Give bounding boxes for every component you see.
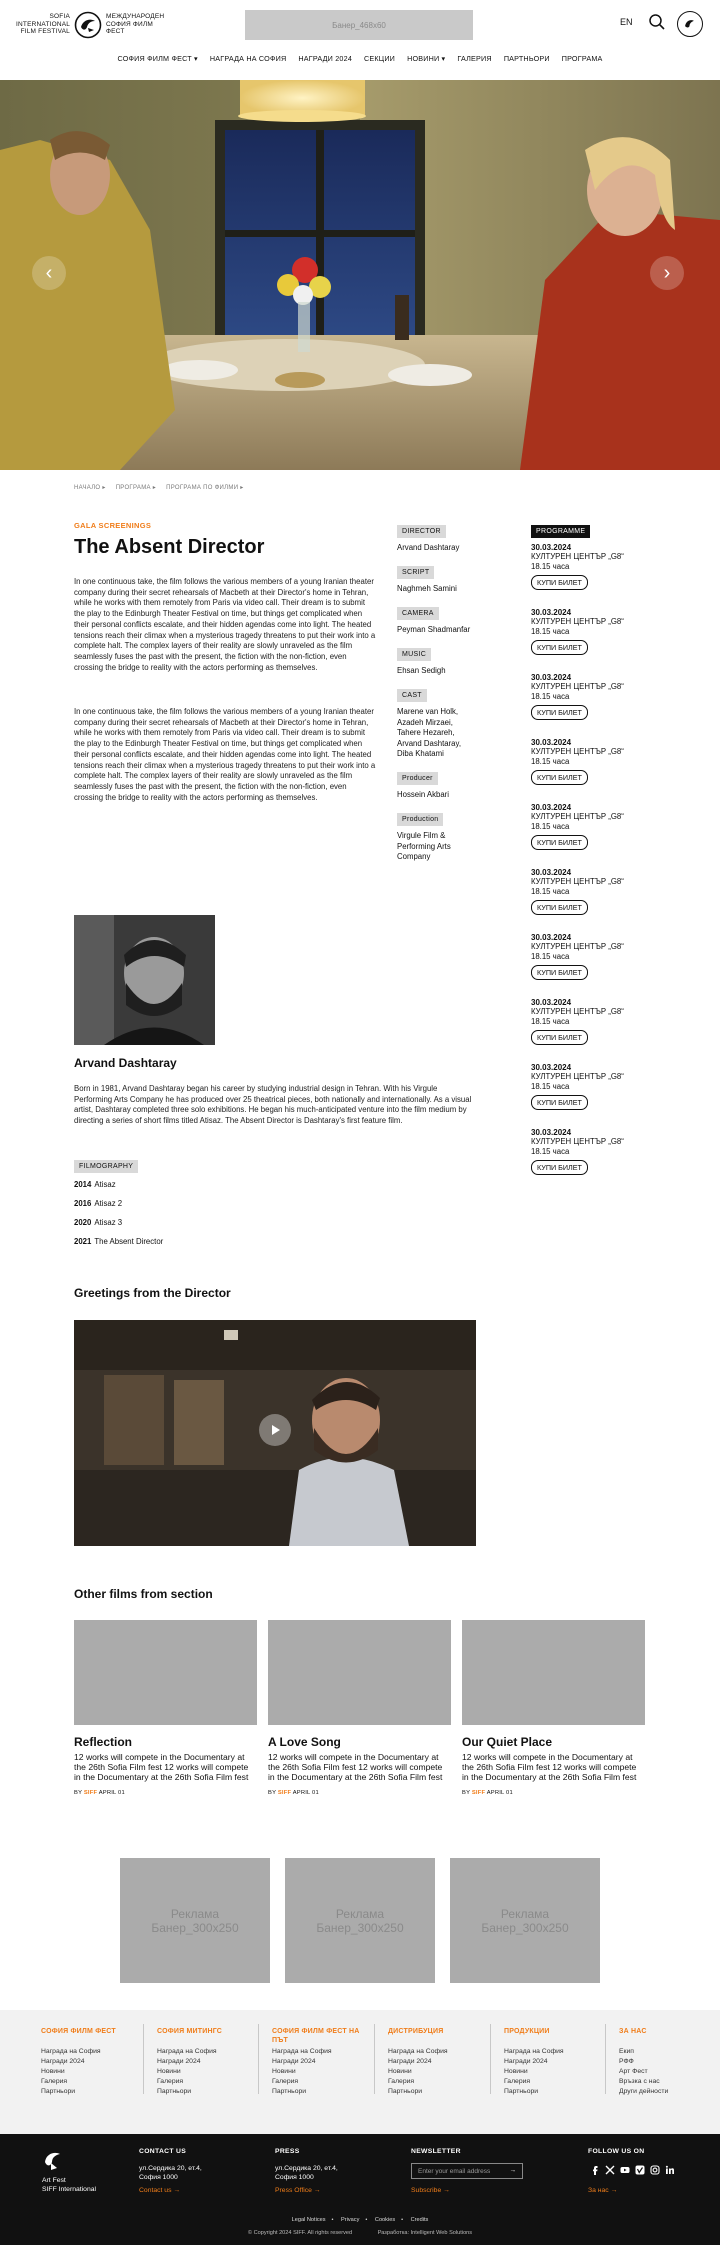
footer-links bbox=[0, 2010, 720, 2134]
film-card-title[interactable]: Our Quiet Place bbox=[462, 1735, 553, 1749]
film-card[interactable] bbox=[268, 1620, 451, 1796]
footer-column bbox=[150, 2027, 250, 2097]
footer-link[interactable]: Галерия bbox=[41, 2078, 68, 2085]
film-card-meta bbox=[268, 1790, 451, 1796]
footer-link[interactable]: Партньори bbox=[504, 2088, 539, 2095]
subscribe-link[interactable]: Subscribe → bbox=[411, 2187, 450, 2194]
screening-item bbox=[531, 738, 641, 803]
film-year: 2014 bbox=[74, 1180, 92, 1189]
meta-by: BY bbox=[268, 1790, 277, 1796]
credit-value: Arvand Dashtaray bbox=[397, 543, 460, 552]
ad-size: Банер_300x250 bbox=[151, 1920, 239, 1935]
credit-value: Naghmeh Samini bbox=[397, 584, 457, 593]
footer-link[interactable]: Галерия bbox=[388, 2078, 415, 2085]
credit-label: SCRIPT bbox=[397, 566, 434, 579]
screening-date: 30.03.2024 bbox=[531, 608, 572, 617]
footer-link[interactable]: Награди 2024 bbox=[41, 2058, 85, 2065]
greetings-video[interactable] bbox=[74, 1320, 476, 1546]
film-card-image[interactable] bbox=[462, 1620, 645, 1725]
screening-venue: КУЛТУРЕН ЦЕНТЪР „G8“ bbox=[531, 1072, 624, 1081]
screening-time: 18.15 часа bbox=[531, 952, 570, 961]
film-year: 2021 bbox=[74, 1237, 92, 1246]
screening-date: 30.03.2024 bbox=[531, 933, 572, 942]
list-item bbox=[74, 1180, 163, 1199]
screening-date: 30.03.2024 bbox=[531, 1063, 572, 1072]
film-title: Atisaz 2 bbox=[94, 1199, 123, 1208]
vimeo-icon[interactable] bbox=[635, 2165, 645, 2175]
breadcrumb-home[interactable]: НАЧАЛО ▸ bbox=[74, 485, 106, 491]
director-bio: Born in 1981, Arvand Dashtaray began his career by studying industrial design in Tehran. With his Virgule Performing Arts Company he has produced over 25 theatrical pieces, both nationally and internationally. As a visual artist, Dashtaray completed three solo exhibitions. He began his much-anticipated venture into the film medium by directing a series of short films titled Atisaz. The Absent Director is Dashtaray's first feature film. bbox=[74, 1084, 472, 1126]
newsletter-email-input[interactable] bbox=[411, 2163, 523, 2179]
ad-size: Банер_300x250 bbox=[481, 1920, 569, 1935]
buy-ticket-button[interactable]: КУПИ БИЛЕТ bbox=[531, 835, 588, 850]
press-heading: PRESS bbox=[275, 2148, 300, 2155]
address-line: София 1000 bbox=[275, 2174, 314, 2181]
screening-item bbox=[531, 803, 641, 868]
filmography-label: FILMOGRAPHY bbox=[74, 1160, 138, 1173]
ad-banner[interactable] bbox=[450, 1858, 600, 1983]
screening-time: 18.15 часа bbox=[531, 562, 570, 571]
linkedin-icon[interactable] bbox=[665, 2165, 675, 2175]
breadcrumb-programme-by-films[interactable]: ПРОГРАМА ПО ФИЛМИ ▸ bbox=[166, 485, 244, 491]
contact-heading: CONTACT US bbox=[139, 2148, 187, 2155]
footer-brand-line: SIFF International bbox=[42, 2186, 97, 2193]
screening-venue: КУЛТУРЕН ЦЕНТЪР „G8“ bbox=[531, 877, 624, 886]
nav-item-programme[interactable]: ПРОГРАМА bbox=[561, 54, 603, 63]
buy-ticket-button[interactable]: КУПИ БИЛЕТ bbox=[531, 705, 588, 720]
film-year: 2016 bbox=[74, 1199, 92, 1208]
footer-column-title[interactable]: ДИСТРИБУЦИЯ bbox=[388, 2028, 444, 2035]
film-section-label[interactable]: GALA SCREENINGS bbox=[74, 521, 152, 530]
film-card-title[interactable]: Reflection bbox=[74, 1735, 133, 1749]
chevron-right-icon: › bbox=[663, 261, 671, 284]
contact-address bbox=[139, 2164, 202, 2182]
hero-film-still bbox=[0, 80, 720, 470]
footer-brand-line: Art Fest bbox=[42, 2177, 66, 2184]
credit-value: Virgule Film & Performing Arts Company bbox=[397, 831, 451, 861]
footer-link[interactable]: Новини bbox=[272, 2068, 296, 2075]
address-line: ул.Сердика 20, ет.4, bbox=[275, 2165, 338, 2172]
logo-line: ФЕСТ bbox=[106, 28, 125, 35]
site-header bbox=[0, 0, 720, 50]
ad-label: Реклама bbox=[335, 1906, 385, 1921]
cookies-link[interactable]: Cookies bbox=[374, 2217, 396, 2223]
list-item bbox=[74, 1199, 163, 1218]
screening-venue: КУЛТУРЕН ЦЕНТЪР „G8“ bbox=[531, 552, 624, 561]
footer-link[interactable]: Галерия bbox=[157, 2078, 184, 2085]
meta-source[interactable]: SIFF bbox=[277, 1790, 292, 1796]
screening-venue: КУЛТУРЕН ЦЕНТЪР „G8“ bbox=[531, 1007, 624, 1016]
newsletter-heading: NEWSLETTER bbox=[411, 2148, 461, 2155]
buy-ticket-button[interactable]: КУПИ БИЛЕТ bbox=[531, 770, 588, 785]
screening-time: 18.15 часа bbox=[531, 757, 570, 766]
footer-link[interactable]: Галерия bbox=[504, 2078, 531, 2085]
footer-link[interactable]: Партньори bbox=[272, 2088, 307, 2095]
press-office-link[interactable]: Press Office → bbox=[275, 2187, 321, 2194]
footer-column-title[interactable]: СОФИЯ ФИЛМ ФЕСТ НА ПЪТ bbox=[272, 2028, 360, 2044]
film-card-title[interactable]: A Love Song bbox=[268, 1735, 341, 1749]
buy-ticket-button[interactable]: КУПИ БИЛЕТ bbox=[531, 965, 588, 980]
meta-by: BY bbox=[462, 1790, 471, 1796]
footer-column bbox=[497, 2027, 597, 2097]
credit-value: Hossein Akbari bbox=[397, 790, 450, 799]
language-switch[interactable]: EN bbox=[620, 17, 633, 27]
search-icon[interactable] bbox=[648, 13, 666, 31]
ad-banner[interactable] bbox=[120, 1858, 270, 1983]
film-card-description: 12 works will compete in the Documentary at the 26th Sofia Film fest 12 works will compete in the Documentary at the 26th Sofia Film fest bbox=[462, 1752, 637, 1782]
buy-ticket-button[interactable]: КУПИ БИЛЕТ bbox=[531, 1160, 588, 1175]
footer-column bbox=[381, 2027, 481, 2097]
main-nav bbox=[0, 54, 720, 68]
nav-item-awards-2024[interactable]: НАГРАДИ 2024 bbox=[298, 54, 353, 63]
meta-date: APRIL 01 bbox=[292, 1790, 319, 1796]
credit-label: Production bbox=[397, 813, 443, 826]
developer-credit[interactable]: Разработка: Intelligent Web Solutions bbox=[377, 2230, 473, 2236]
nav-item-news[interactable]: НОВИНИ ▾ bbox=[407, 54, 446, 63]
film-card-image[interactable] bbox=[74, 1620, 257, 1725]
footer-column-title[interactable]: ПРОДУКЦИИ bbox=[504, 2028, 550, 2035]
screening-item bbox=[531, 1063, 641, 1128]
meta-date: APRIL 01 bbox=[486, 1790, 513, 1796]
director-photo bbox=[74, 915, 215, 1045]
screening-date: 30.03.2024 bbox=[531, 1128, 572, 1137]
copyright-text: © Copyright 2024 SIFF. All rights reserved bbox=[247, 2230, 353, 2236]
hero-next-button[interactable] bbox=[650, 256, 684, 290]
ad-size: Банер_300x250 bbox=[316, 1920, 404, 1935]
footer-link[interactable]: Екип bbox=[619, 2048, 634, 2055]
footer-link[interactable]: Партньори bbox=[157, 2088, 192, 2095]
footer-link[interactable]: Партньори bbox=[41, 2088, 76, 2095]
footer-column bbox=[265, 2027, 365, 2097]
follow-heading: FOLLOW US ON bbox=[588, 2148, 645, 2155]
film-card-description: 12 works will compete in the Documentary at the 26th Sofia Film fest 12 works will compete in the Documentary at the 26th Sofia Film fest bbox=[268, 1752, 443, 1782]
meta-date: APRIL 01 bbox=[98, 1790, 125, 1796]
footer-link[interactable]: Новини bbox=[388, 2068, 412, 2075]
footer-divider bbox=[258, 2024, 259, 2094]
screening-time: 18.15 часа bbox=[531, 627, 570, 636]
film-synopsis: In one continuous take, the film follows the various members of a young Iranian theater company during their secret rehearsals of Macbeth at their Director's home in Tehran, while he works with them remotely from Paris via video call. Their dream is to submit the play to the Edinburgh Theater Festival on time, but things get complicated when their personal conflicts escalate, and their hidden agendas come into light. The heated tensions reach their climax when a mysterious tragedy threatens to put their work into a complete halt. The complex layers of their reality are slowly unraveled as the film seamlessly fuses the past with the present, the fiction with the non-fiction, even crossing the bridge to reality with the actors performing as themselves. bbox=[74, 707, 376, 802]
footer-link[interactable]: Арт Фест bbox=[619, 2068, 648, 2075]
festival-badge-icon[interactable] bbox=[677, 11, 703, 37]
screening-item bbox=[531, 608, 641, 673]
festival-logo-icon[interactable] bbox=[74, 11, 102, 39]
film-synopsis: In one continuous take, the film follows the various members of a young Iranian theater company during their secret rehearsals of Macbeth at their Director's home in Tehran, while he works with them remotely from Paris via video call. Their dream is to submit the play to the Edinburgh Theater Festival on time, but things get complicated when their personal conflicts escalate, and their hidden agendas come into light. The heated tensions reach their climax when a mysterious tragedy threatens to put their work into a complete halt. The complex layers of their reality are slowly unraveled as the film seamlessly fuses the past with the present, the fiction with the non-fiction, even crossing the bridge to reality with the actors performing as themselves. bbox=[74, 577, 376, 672]
chevron-left-icon: ‹ bbox=[45, 261, 53, 284]
credit-label: MUSIC bbox=[397, 648, 431, 661]
credit-label: CAMERA bbox=[397, 607, 439, 620]
screening-time: 18.15 часа bbox=[531, 1082, 570, 1091]
footer-column-title[interactable]: СОФИЯ МИТИНГС bbox=[157, 2028, 223, 2035]
film-title: Atisaz bbox=[94, 1180, 116, 1189]
youtube-icon[interactable] bbox=[620, 2165, 630, 2175]
footer-divider bbox=[143, 2024, 144, 2094]
footer-link[interactable]: Награди 2024 bbox=[157, 2058, 201, 2065]
film-card[interactable] bbox=[462, 1620, 645, 1796]
buy-ticket-button[interactable]: КУПИ БИЛЕТ bbox=[531, 900, 588, 915]
nav-item-partners[interactable]: ПАРТНЬОРИ bbox=[503, 54, 550, 63]
director-name: Arvand Dashtaray bbox=[74, 1056, 177, 1070]
footer-column bbox=[34, 2027, 134, 2097]
screening-venue: КУЛТУРЕН ЦЕНТЪР „G8“ bbox=[531, 617, 624, 626]
footer-link[interactable]: Награда на София bbox=[41, 2048, 101, 2055]
legal-links: Legal Notices • Privacy • Cookies • Credits bbox=[291, 2217, 429, 2223]
facebook-icon[interactable] bbox=[590, 2165, 600, 2175]
film-card[interactable] bbox=[74, 1620, 257, 1796]
programme-list bbox=[531, 520, 641, 1193]
footer-link[interactable]: Новини bbox=[504, 2068, 528, 2075]
screening-time: 18.15 часа bbox=[531, 1147, 570, 1156]
press-address bbox=[275, 2164, 338, 2182]
footer-column bbox=[612, 2027, 712, 2097]
screening-item bbox=[531, 868, 641, 933]
footer-link[interactable]: Галерия bbox=[272, 2078, 299, 2085]
footer-column-title[interactable]: СОФИЯ ФИЛМ ФЕСТ bbox=[41, 2028, 116, 2035]
screening-time: 18.15 часа bbox=[531, 1017, 570, 1026]
privacy-link[interactable]: Privacy bbox=[341, 2217, 360, 2223]
film-card-image[interactable] bbox=[268, 1620, 451, 1725]
credit-label: DIRECTOR bbox=[397, 525, 446, 538]
breadcrumb bbox=[74, 484, 244, 491]
list-item bbox=[74, 1237, 163, 1256]
credit-label: Producer bbox=[397, 772, 438, 785]
film-title: Atisaz 3 bbox=[94, 1218, 123, 1227]
about-us-link[interactable]: За нас → bbox=[588, 2187, 618, 2194]
footer-link[interactable]: Новини bbox=[41, 2068, 65, 2075]
other-films-title: Other films from section bbox=[74, 1587, 213, 1601]
screening-venue: КУЛТУРЕН ЦЕНТЪР „G8“ bbox=[531, 942, 624, 951]
footer-link[interactable]: Други дейности bbox=[619, 2088, 669, 2095]
site-footer bbox=[0, 2134, 720, 2245]
screening-item bbox=[531, 543, 641, 608]
footer-link[interactable]: Награда на София bbox=[272, 2048, 332, 2055]
film-card-description: 12 works will compete in the Documentary at the 26th Sofia Film fest 12 works will compete in the Documentary at the 26th Sofia Film fest bbox=[74, 1752, 249, 1782]
hero-prev-button[interactable] bbox=[32, 256, 66, 290]
contact-us-link[interactable]: Contact us → bbox=[139, 2187, 181, 2194]
logo-line: СОФИЯ ФИЛМ bbox=[106, 20, 154, 28]
footer-link[interactable]: Новини bbox=[157, 2068, 181, 2075]
footer-link[interactable]: РФФ bbox=[619, 2058, 634, 2065]
filmography-list bbox=[74, 1180, 163, 1256]
screening-item bbox=[531, 673, 641, 738]
credit-label: CAST bbox=[397, 689, 427, 702]
newsletter-placeholder: Enter your email address bbox=[418, 2168, 491, 2175]
nav-item-sections[interactable]: СЕКЦИИ bbox=[364, 54, 396, 63]
logo-text-bg[interactable] bbox=[106, 13, 166, 36]
buy-ticket-button[interactable]: КУПИ БИЛЕТ bbox=[531, 1095, 588, 1110]
newsletter-submit-button[interactable]: → bbox=[509, 2167, 516, 2174]
screening-date: 30.03.2024 bbox=[531, 868, 572, 877]
footer-link[interactable]: Награди 2024 bbox=[504, 2058, 548, 2065]
footer-divider bbox=[605, 2024, 606, 2094]
screening-date: 30.03.2024 bbox=[531, 803, 572, 812]
buy-ticket-button[interactable]: КУПИ БИЛЕТ bbox=[531, 575, 588, 590]
buy-ticket-button[interactable]: КУПИ БИЛЕТ bbox=[531, 640, 588, 655]
x-icon[interactable] bbox=[605, 2165, 615, 2175]
instagram-icon[interactable] bbox=[650, 2165, 660, 2175]
screening-date: 30.03.2024 bbox=[531, 998, 572, 1007]
page-title: The Absent Director bbox=[74, 536, 265, 558]
logo-line: INTERNATIONAL bbox=[16, 20, 71, 28]
footer-divider bbox=[490, 2024, 491, 2094]
screening-item bbox=[531, 1128, 641, 1193]
ad-label: Реклама bbox=[170, 1906, 220, 1921]
list-item bbox=[74, 1218, 163, 1237]
footer-brand bbox=[42, 2176, 96, 2194]
footer-divider bbox=[374, 2024, 375, 2094]
screening-venue: КУЛТУРЕН ЦЕНТЪР „G8“ bbox=[531, 1137, 624, 1146]
credit-value: Peyman Shadmanfar bbox=[397, 625, 471, 634]
credits-link[interactable]: Credits bbox=[410, 2217, 429, 2223]
footer-link[interactable]: Награда на София bbox=[388, 2048, 448, 2055]
ad-label: Реклама bbox=[500, 1906, 550, 1921]
breadcrumb-programme[interactable]: ПРОГРАМА ▸ bbox=[115, 485, 157, 491]
film-card-meta bbox=[74, 1790, 257, 1796]
nav-item-sofia-film-fest[interactable]: СОФИЯ ФИЛМ ФЕСТ ▾ bbox=[117, 54, 198, 63]
footer-link[interactable]: Връзка с нас bbox=[619, 2078, 660, 2085]
play-button[interactable] bbox=[259, 1414, 291, 1446]
footer-link[interactable]: Награда на София bbox=[157, 2048, 217, 2055]
legal-notices-link[interactable]: Legal Notices bbox=[291, 2217, 326, 2223]
meta-by: BY bbox=[74, 1790, 83, 1796]
address-line: ул.Сердика 20, ет.4, bbox=[139, 2165, 202, 2172]
greetings-title: Greetings from the Director bbox=[74, 1286, 231, 1300]
screening-date: 30.03.2024 bbox=[531, 543, 572, 552]
screening-time: 18.15 часа bbox=[531, 887, 570, 896]
copyright bbox=[0, 2230, 720, 2236]
screening-item bbox=[531, 998, 641, 1063]
top-banner-ad[interactable]: Банер_468x60 bbox=[245, 10, 473, 40]
play-icon bbox=[269, 1424, 281, 1436]
footer-link[interactable]: Награда на София bbox=[504, 2048, 564, 2055]
film-title: The Absent Director bbox=[94, 1237, 164, 1246]
screening-venue: КУЛТУРЕН ЦЕНТЪР „G8“ bbox=[531, 747, 624, 756]
screening-date: 30.03.2024 bbox=[531, 738, 572, 747]
buy-ticket-button[interactable]: КУПИ БИЛЕТ bbox=[531, 1030, 588, 1045]
art-fest-logo-icon[interactable] bbox=[42, 2148, 62, 2172]
screening-time: 18.15 часа bbox=[531, 822, 570, 831]
ad-banner[interactable] bbox=[285, 1858, 435, 1983]
screening-item bbox=[531, 933, 641, 998]
film-card-meta bbox=[462, 1790, 645, 1796]
meta-source[interactable]: SIFF bbox=[83, 1790, 98, 1796]
screening-time: 18.15 часа bbox=[531, 692, 570, 701]
screening-date: 30.03.2024 bbox=[531, 673, 572, 682]
footer-link[interactable]: Награди 2024 bbox=[388, 2058, 432, 2065]
logo-line: МЕЖДУНАРОДЕН bbox=[106, 13, 165, 20]
footer-link[interactable]: Партньори bbox=[388, 2088, 423, 2095]
meta-source[interactable]: SIFF bbox=[471, 1790, 486, 1796]
footer-column-title[interactable]: ЗА НАС bbox=[619, 2028, 647, 2035]
film-year: 2020 bbox=[74, 1218, 92, 1227]
nav-item-gallery[interactable]: ГАЛЕРИЯ bbox=[457, 54, 492, 63]
nav-item-sofia-award[interactable]: НАГРАДА НА СОФИЯ bbox=[209, 54, 287, 63]
film-credits bbox=[397, 520, 477, 860]
logo-line: SOFIA bbox=[49, 13, 70, 20]
credit-value: Ehsan Sedigh bbox=[397, 666, 446, 675]
address-line: София 1000 bbox=[139, 2174, 178, 2181]
footer-link[interactable]: Награди 2024 bbox=[272, 2058, 316, 2065]
screening-venue: КУЛТУРЕН ЦЕНТЪР „G8“ bbox=[531, 682, 624, 691]
screening-venue: КУЛТУРЕН ЦЕНТЪР „G8“ bbox=[531, 812, 624, 821]
logo-text-en[interactable] bbox=[16, 13, 70, 36]
logo-line: FILM FESTIVAL bbox=[20, 28, 70, 35]
programme-label: PROGRAMME bbox=[531, 525, 590, 538]
credit-value: Marene van Holk, Azadeh Mirzaei, Tahere Hezareh, Arvand Dashtaray, Diba Khatami bbox=[397, 707, 461, 758]
